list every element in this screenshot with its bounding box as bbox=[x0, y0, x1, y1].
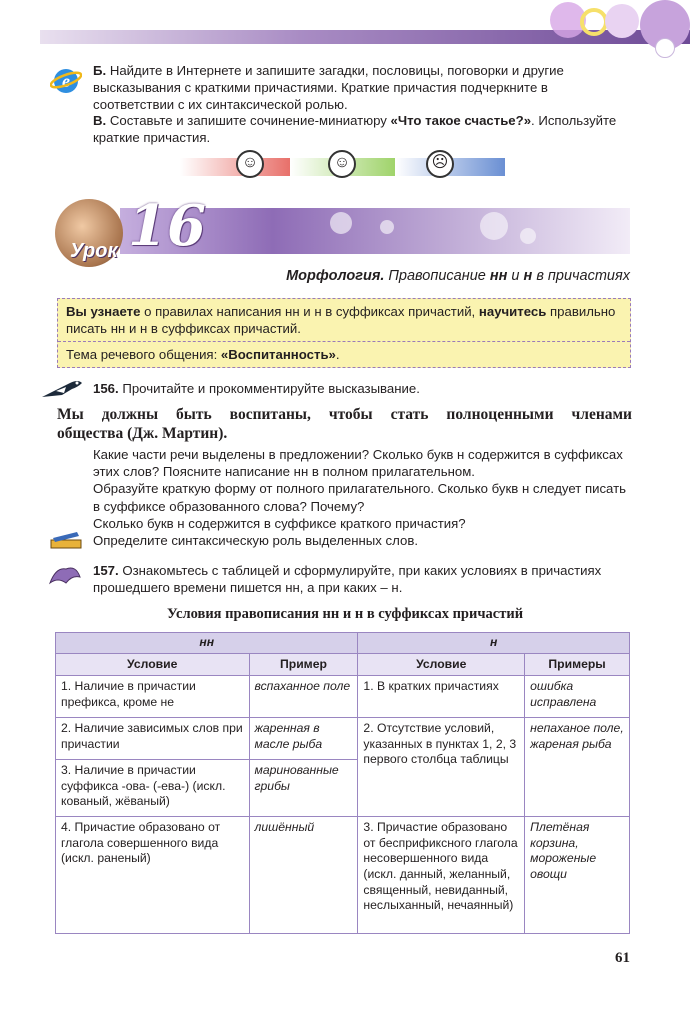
n-example: ошибка исправлена bbox=[525, 676, 630, 718]
decor-bubble bbox=[330, 212, 352, 234]
internet-explorer-icon bbox=[50, 66, 82, 96]
col-condition-nn: Условие bbox=[56, 653, 250, 676]
assessment-strip-red bbox=[180, 158, 290, 176]
col-condition-n: Условие bbox=[358, 653, 525, 676]
decor-bubble bbox=[480, 212, 508, 240]
decor-bubble bbox=[520, 228, 536, 244]
nn-condition: 2. Наличие зависимых слов при причастии bbox=[56, 718, 250, 760]
neutral-face-icon: ☺ bbox=[328, 150, 356, 178]
task-c: В. Составьте и запишите сочинение-миниатюру «Что такое счастье?». Используйте краткие причастия. bbox=[93, 113, 617, 145]
group-n-header: н bbox=[358, 633, 630, 654]
col-example-n: Примеры bbox=[525, 653, 630, 676]
nn-condition: 1. Наличие в причастии префикса, кроме не bbox=[56, 676, 250, 718]
table-row bbox=[56, 676, 630, 718]
quote-line-1: Мы должны быть воспитаны, чтобы стать полноценными членами bbox=[57, 406, 632, 423]
nn-example: маринованные грибы bbox=[249, 760, 358, 817]
magpie-icon bbox=[40, 375, 84, 403]
lesson-goals-box bbox=[57, 298, 631, 368]
goals-topic: Тема речевого общения: «Воспитанность». bbox=[58, 341, 630, 367]
n-example: Плетёная корзина, мороженые овощи bbox=[525, 817, 630, 934]
owl-bird-icon bbox=[46, 563, 84, 589]
lesson-label: Урок bbox=[70, 240, 118, 262]
question-4: Определите синтаксическую роль выделенных слов. bbox=[93, 533, 418, 549]
group-header-row bbox=[56, 633, 630, 654]
svg-text:e: e bbox=[62, 71, 70, 91]
nn-example: жаренная в масле рыба bbox=[249, 718, 358, 760]
decor-circle bbox=[655, 38, 675, 58]
exercise-156-task: 156. Прочитайте и прокомментируйте высказывание. bbox=[93, 381, 420, 396]
group-nn-header: нн bbox=[56, 633, 358, 654]
quote-line-2: общества (Дж. Мартин). bbox=[57, 425, 228, 442]
sad-face-icon: ☹ bbox=[426, 150, 454, 178]
n-condition: 1. В кратких причастиях bbox=[358, 676, 525, 718]
pencil-book-icon bbox=[47, 528, 85, 552]
table-row bbox=[56, 817, 630, 934]
happy-face-icon: ☺ bbox=[236, 150, 264, 178]
question-3: Сколько букв н содержится в суффиксе краткого причастия? bbox=[93, 515, 466, 531]
table-title: Условия правописания нн и н в суффиксах причастий bbox=[166, 606, 524, 622]
task-b: Б. Найдите в Интернете и запишите загадки, пословицы, поговорки и другие высказывания с краткими причастиями. Краткие причастия подчеркните в соответствии с их синтаксической ролью. bbox=[93, 63, 564, 112]
decor-circle bbox=[605, 4, 639, 38]
question-1: Какие части речи выделены в предложении? Сколько букв н содержится в суффиксах этих слов? Поясните написание нн в полном прилагательном. bbox=[93, 447, 623, 480]
nn-example: вспаханное поле bbox=[249, 676, 358, 718]
exercise-157-task: 157. Ознакомьтесь с таблицей и сформулируйте, при каких условиях в причастиях прошедшего времени пишется нн, а при каких – н. bbox=[93, 563, 602, 595]
exercise-156-questions bbox=[93, 446, 628, 549]
decor-bubble bbox=[380, 220, 394, 234]
n-condition: 2. Отсутствие условий, указанных в пунктах 1, 2, 3 первого столбца таблицы bbox=[358, 718, 525, 817]
goals-learn: Вы узнаете о правилах написания нн и н в суффиксах причастий, научитесь правильно писать нн и н в суффиксах причастий. bbox=[66, 304, 616, 336]
n-example: непаханое поле, жареная рыба bbox=[525, 718, 630, 817]
spelling-rules-table bbox=[55, 632, 630, 934]
page-number: 61 bbox=[615, 950, 630, 966]
question-2: Образуйте краткую форму от полного прилагательного. Сколько букв н следует писать в суффиксе образованного слова? Почему? bbox=[93, 481, 627, 514]
column-header-row bbox=[56, 653, 630, 676]
n-condition: 3. Причастие образовано от беспрификсного глагола несовершенного вида (искл. данный, желанный, священный, невиданный, неслыханный, нечаянный) bbox=[358, 817, 525, 934]
table-row bbox=[56, 718, 630, 760]
nn-condition: 4. Причастие образовано от глагола совершенного вида (искл. раненый) bbox=[56, 817, 250, 934]
decor-circle bbox=[580, 8, 608, 36]
lesson-number: 16 bbox=[128, 193, 206, 259]
col-example-nn: Пример bbox=[249, 653, 358, 676]
lesson-title: Морфология. Правописание нн и н в причастиях bbox=[286, 268, 630, 284]
nn-condition: 3. Наличие в причастии суффикса -ова- (-ева-) (искл. кованый, жёваный) bbox=[56, 760, 250, 817]
nn-example: лишённый bbox=[249, 817, 358, 934]
